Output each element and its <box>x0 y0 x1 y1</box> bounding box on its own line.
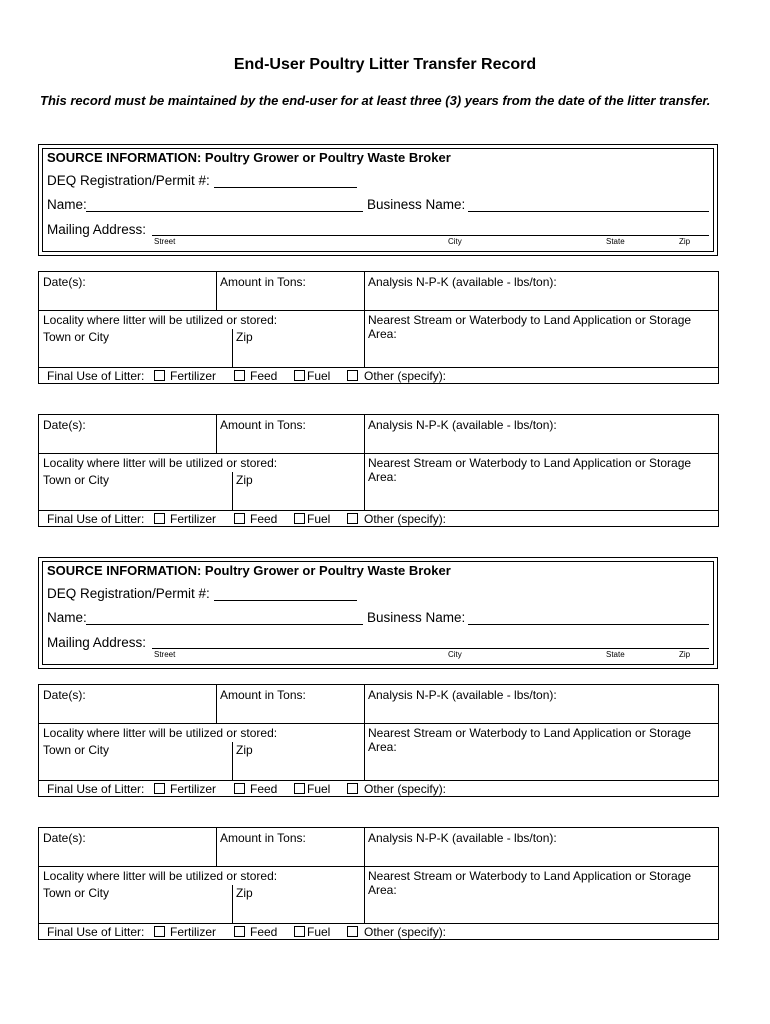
feed-label: Feed <box>250 782 278 796</box>
analysis-npk-label: Analysis N-P-K (available - lbs/ton): <box>368 275 557 289</box>
fuel-label: Fuel <box>307 925 331 939</box>
amount-in-tons-label: Amount in Tons: <box>220 688 306 702</box>
feed-label: Feed <box>250 369 278 383</box>
fertilizer-checkbox[interactable] <box>154 783 165 794</box>
locality-label: Locality where litter will be utilized or stored: <box>43 869 278 883</box>
amount-in-tons-label: Amount in Tons: <box>220 275 306 289</box>
nearest-stream-label: Nearest Stream or Waterbody to Land Application or Storage Area: <box>368 726 692 754</box>
fuel-checkbox[interactable] <box>294 926 305 937</box>
source-heading: SOURCE INFORMATION: Poultry Grower or Poultry Waste Broker <box>47 563 451 578</box>
transfer-record-1 <box>38 271 719 384</box>
zip-label: Zip <box>236 743 253 757</box>
intro-text: This record must be maintained by the end-user for at least three (3) years from the date of the litter transfer. <box>40 93 711 108</box>
fuel-label: Fuel <box>307 512 331 526</box>
final-use-label: Final Use of Litter: <box>47 782 145 796</box>
town-or-city-label: Town or City <box>43 473 110 487</box>
other-checkbox[interactable] <box>347 926 358 937</box>
fertilizer-label: Fertilizer <box>170 782 217 796</box>
town-or-city-label: Town or City <box>43 743 110 757</box>
analysis-npk-label: Analysis N-P-K (available - lbs/ton): <box>368 418 557 432</box>
street-caption: Street <box>154 650 176 659</box>
locality-label: Locality where litter will be utilized or stored: <box>43 726 278 740</box>
fertilizer-checkbox[interactable] <box>154 513 165 524</box>
zip-label: Zip <box>236 330 253 344</box>
city-caption: City <box>448 237 462 246</box>
fertilizer-checkbox[interactable] <box>154 926 165 937</box>
street-caption: Street <box>154 237 176 246</box>
zip-caption: Zip <box>679 237 691 246</box>
fertilizer-label: Fertilizer <box>170 369 217 383</box>
analysis-npk-label: Analysis N-P-K (available - lbs/ton): <box>368 831 557 845</box>
town-or-city-label: Town or City <box>43 330 110 344</box>
zip-label: Zip <box>236 886 253 900</box>
state-caption: State <box>606 650 625 659</box>
dates-label: Date(s): <box>43 275 86 289</box>
permit-label: DEQ Registration/Permit #: <box>47 173 210 188</box>
fertilizer-label: Fertilizer <box>170 512 217 526</box>
state-caption: State <box>606 237 625 246</box>
mailing-address-field[interactable] <box>152 235 709 236</box>
fuel-checkbox[interactable] <box>294 513 305 524</box>
locality-label: Locality where litter will be utilized or stored: <box>43 456 278 470</box>
permit-field[interactable] <box>214 600 357 601</box>
final-use-label: Final Use of Litter: <box>47 369 145 383</box>
other-specify-label: Other (specify): <box>364 925 447 939</box>
transfer-record-3 <box>38 684 719 797</box>
name-field[interactable] <box>86 624 363 625</box>
fuel-checkbox[interactable] <box>294 783 305 794</box>
nearest-stream-label: Nearest Stream or Waterbody to Land Application or Storage Area: <box>368 869 692 897</box>
other-checkbox[interactable] <box>347 370 358 381</box>
other-checkbox[interactable] <box>347 513 358 524</box>
dates-label: Date(s): <box>43 418 86 432</box>
amount-in-tons-label: Amount in Tons: <box>220 418 306 432</box>
source-information-box-1 <box>38 144 718 256</box>
business-name-field[interactable] <box>468 211 709 212</box>
nearest-stream-label: Nearest Stream or Waterbody to Land Application or Storage Area: <box>368 313 692 341</box>
transfer-record-2 <box>38 414 719 527</box>
source-information-box-2 <box>38 557 718 669</box>
city-caption: City <box>448 650 462 659</box>
name-field[interactable] <box>86 211 363 212</box>
dates-label: Date(s): <box>43 688 86 702</box>
other-specify-label: Other (specify): <box>364 512 447 526</box>
analysis-npk-label: Analysis N-P-K (available - lbs/ton): <box>368 688 557 702</box>
town-or-city-label: Town or City <box>43 886 110 900</box>
final-use-label: Final Use of Litter: <box>47 925 145 939</box>
feed-checkbox[interactable] <box>234 370 245 381</box>
feed-checkbox[interactable] <box>234 926 245 937</box>
document-title: End-User Poultry Litter Transfer Record <box>233 56 537 73</box>
dates-label: Date(s): <box>43 831 86 845</box>
mailing-address-field[interactable] <box>152 648 709 649</box>
mailing-address-label: Mailing Address: <box>47 222 147 237</box>
feed-checkbox[interactable] <box>234 513 245 524</box>
name-label: Name: <box>47 197 87 212</box>
locality-label: Locality where litter will be utilized or stored: <box>43 313 278 327</box>
nearest-stream-label: Nearest Stream or Waterbody to Land Application or Storage Area: <box>368 456 692 484</box>
business-name-label: Business Name: <box>367 610 466 625</box>
feed-checkbox[interactable] <box>234 783 245 794</box>
feed-label: Feed <box>250 512 278 526</box>
business-name-field[interactable] <box>468 624 709 625</box>
amount-in-tons-label: Amount in Tons: <box>220 831 306 845</box>
source-heading: SOURCE INFORMATION: Poultry Grower or Poultry Waste Broker <box>47 150 451 165</box>
fertilizer-label: Fertilizer <box>170 925 217 939</box>
fuel-label: Fuel <box>307 369 331 383</box>
business-name-label: Business Name: <box>367 197 466 212</box>
zip-label: Zip <box>236 473 253 487</box>
mailing-address-label: Mailing Address: <box>47 635 147 650</box>
transfer-record-4 <box>38 827 719 940</box>
fuel-checkbox[interactable] <box>294 370 305 381</box>
other-specify-label: Other (specify): <box>364 369 447 383</box>
permit-field[interactable] <box>214 187 357 188</box>
name-label: Name: <box>47 610 87 625</box>
permit-label: DEQ Registration/Permit #: <box>47 586 210 601</box>
other-checkbox[interactable] <box>347 783 358 794</box>
other-specify-label: Other (specify): <box>364 782 447 796</box>
feed-label: Feed <box>250 925 278 939</box>
final-use-label: Final Use of Litter: <box>47 512 145 526</box>
fertilizer-checkbox[interactable] <box>154 370 165 381</box>
fuel-label: Fuel <box>307 782 331 796</box>
zip-caption: Zip <box>679 650 691 659</box>
